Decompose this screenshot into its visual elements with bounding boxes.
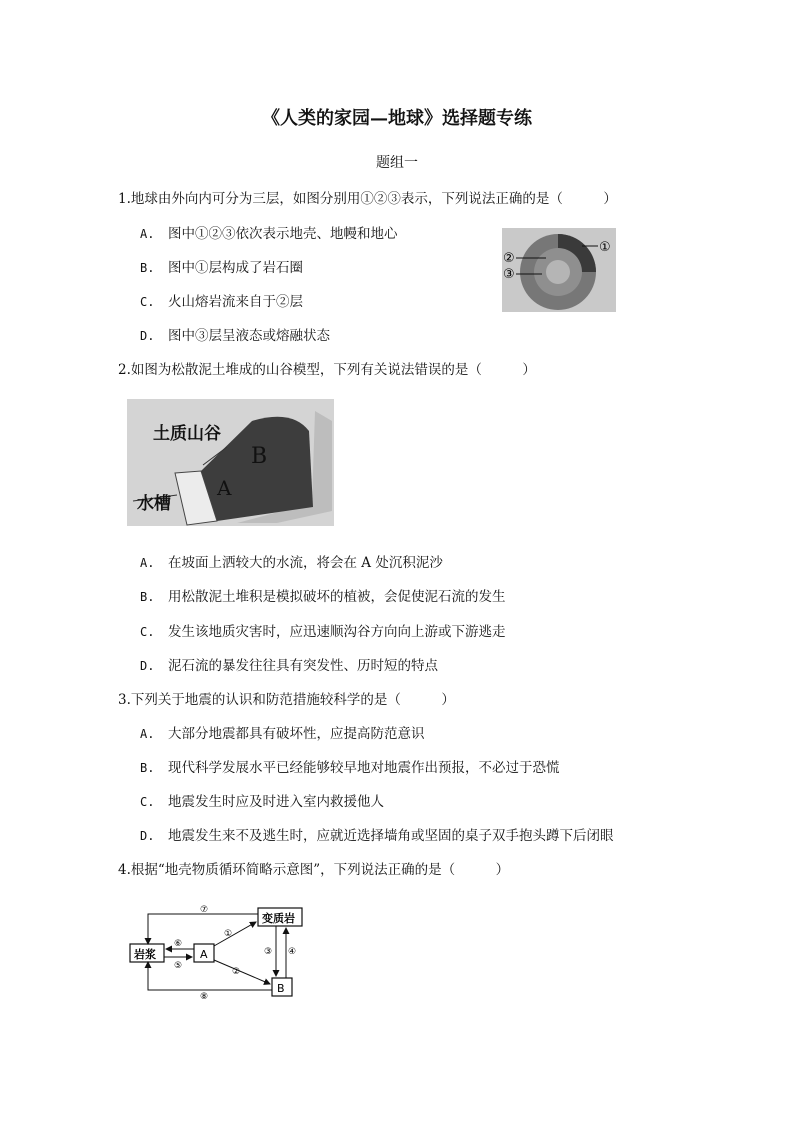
option-text: 图中①②③依次表示地壳、地幔和地心 bbox=[168, 226, 398, 242]
question-3-option-a bbox=[140, 722, 425, 742]
question-3-option-c bbox=[140, 790, 384, 810]
arrow-8 bbox=[148, 962, 272, 990]
earth-layers-figure bbox=[502, 228, 616, 312]
question-1-option-d bbox=[140, 324, 330, 344]
question-3-option-d bbox=[140, 824, 614, 844]
arrow-label-5: ⑤ bbox=[174, 961, 183, 971]
label-1: ① bbox=[599, 240, 611, 255]
arrow-label-4: ④ bbox=[288, 947, 297, 957]
option-letter: D. bbox=[140, 659, 155, 673]
option-letter: C. bbox=[140, 795, 155, 809]
label-valley: 土质山谷 bbox=[153, 424, 221, 444]
option-text: 图中①层构成了岩石圈 bbox=[168, 260, 303, 276]
arrow-label-6: ⑥ bbox=[174, 939, 183, 949]
text-a: A bbox=[200, 948, 208, 961]
question-2-option-a bbox=[140, 551, 443, 571]
option-text: 地震发生时应及时进入室内救援他人 bbox=[168, 794, 384, 810]
label-trough: 水槽 bbox=[137, 494, 171, 514]
question-2-option-d bbox=[140, 654, 438, 674]
text-magma: 岩浆 bbox=[134, 948, 156, 961]
option-letter: B. bbox=[140, 590, 155, 604]
option-text: 火山熔岩流来自于②层 bbox=[168, 294, 303, 310]
option-letter: B. bbox=[140, 761, 155, 775]
label-3: ③ bbox=[503, 267, 515, 282]
rock-cycle-figure bbox=[126, 902, 310, 1000]
option-text: 大部分地震都具有破坏性，应提高防范意识 bbox=[168, 726, 425, 742]
arrow-2 bbox=[214, 960, 270, 984]
question-3-option-b bbox=[140, 756, 560, 776]
question-2-option-c bbox=[140, 620, 506, 640]
page-title: 《人类的家园—地球》选择题专练 bbox=[262, 108, 532, 129]
option-text: 用松散泥土堆积是模拟破坏的植被，会促使泥石流的发生 bbox=[168, 589, 506, 605]
option-text: 在坡面上洒较大的水流，将会在 A 处沉积泥沙 bbox=[168, 555, 443, 571]
option-letter: A. bbox=[140, 227, 155, 241]
option-letter: C. bbox=[140, 625, 155, 639]
label-b: B bbox=[251, 444, 268, 469]
question-3-stem: 3.下列关于地震的认识和防范措施较科学的是（ ） bbox=[118, 692, 455, 708]
layer-core bbox=[546, 260, 570, 284]
arrow-label-7: ⑦ bbox=[200, 905, 209, 915]
question-2-option-b bbox=[140, 585, 506, 605]
arrow-7 bbox=[148, 914, 258, 944]
option-letter: C. bbox=[140, 295, 155, 309]
question-1-option-c bbox=[140, 290, 303, 310]
arrow-1 bbox=[214, 922, 256, 946]
arrow-label-8: ⑧ bbox=[200, 992, 209, 1000]
valley-model-figure bbox=[127, 399, 334, 526]
arrow-label-2: ② bbox=[232, 967, 241, 977]
section-subtitle: 题组一 bbox=[376, 155, 418, 171]
option-text: 泥石流的暴发往往具有突发性、历时短的特点 bbox=[168, 658, 438, 674]
question-1-option-b bbox=[140, 256, 303, 276]
question-1-stem: 1.地球由外向内可分为三层，如图分别用①②③表示，下列说法正确的是（ ） bbox=[118, 191, 617, 207]
option-text: 地震发生来不及逃生时，应就近选择墙角或坚固的桌子双手抱头蹲下后闭眼 bbox=[168, 828, 614, 844]
question-2-stem: 2.如图为松散泥土堆成的山谷模型，下列有关说法错误的是（ ） bbox=[118, 362, 536, 378]
text-b: B bbox=[277, 982, 285, 995]
option-letter: A. bbox=[140, 727, 155, 741]
label-2: ② bbox=[503, 251, 515, 266]
option-letter: D. bbox=[140, 329, 155, 343]
option-letter: A. bbox=[140, 556, 155, 570]
arrow-label-3: ③ bbox=[264, 947, 273, 957]
label-a: A bbox=[217, 476, 232, 500]
option-letter: B. bbox=[140, 261, 155, 275]
question-4-stem: 4.根据“地壳物质循环简略示意图”，下列说法正确的是（ ） bbox=[118, 862, 510, 878]
option-text: 现代科学发展水平已经能够较早地对地震作出预报，不必过于恐慌 bbox=[168, 760, 560, 776]
option-text: 图中③层呈液态或熔融状态 bbox=[168, 328, 330, 344]
option-text: 发生该地质灾害时，应迅速顺沟谷方向向上游或下游逃走 bbox=[168, 624, 506, 640]
question-1-option-a bbox=[140, 222, 398, 242]
arrow-label-1: ① bbox=[224, 929, 233, 939]
option-letter: D. bbox=[140, 829, 155, 843]
text-metamorphic: 变质岩 bbox=[262, 912, 295, 925]
